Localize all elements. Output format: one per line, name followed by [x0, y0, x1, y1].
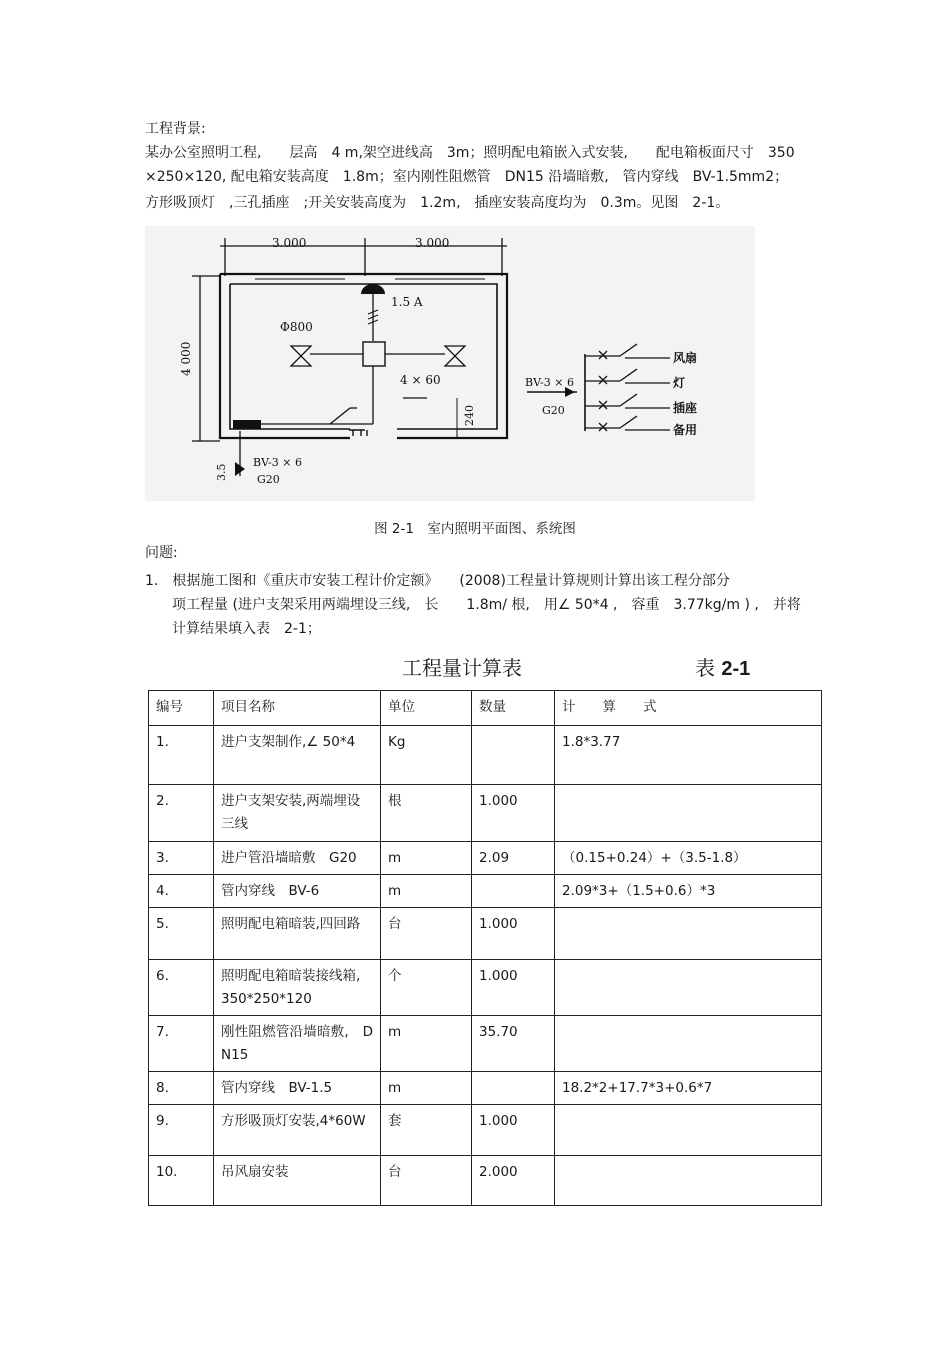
- table-row: [149, 1016, 822, 1072]
- row-unit: m: [381, 1072, 472, 1105]
- table-header-row: [149, 691, 822, 726]
- lamp-label: 1.5 A: [391, 295, 423, 309]
- header-no: 编号: [149, 691, 214, 726]
- row-name: 照明配电箱暗装,四回路: [214, 908, 381, 960]
- row-no: 5.: [149, 908, 214, 960]
- table-title: 工程量计算表: [402, 656, 522, 680]
- row-name: 进户支架安装,两端埋设三线: [214, 785, 381, 842]
- light-label: 4 × 60: [400, 373, 441, 387]
- row-no: 6.: [149, 960, 214, 1016]
- row-name: 进户支架制作,∠ 50*4: [214, 726, 381, 785]
- circuit-label-spare: 备用: [673, 423, 698, 437]
- header-unit: 单位: [381, 691, 472, 726]
- row-formula: [555, 1156, 822, 1206]
- table-row: [149, 875, 822, 908]
- row-name: 吊风扇安装: [214, 1156, 381, 1206]
- row-qty: 1.000: [472, 785, 555, 842]
- row-no: 2.: [149, 785, 214, 842]
- table-row: [149, 908, 822, 960]
- row-name: 照明配电箱暗装接线箱, 350*250*120: [214, 960, 381, 1016]
- table-number-prefix: 表: [695, 656, 715, 680]
- sys-cable-label: BV-3 × 6: [525, 376, 574, 389]
- row-unit: 套: [381, 1105, 472, 1156]
- row-no: 4.: [149, 875, 214, 908]
- circuit-label-light: 灯: [673, 376, 686, 390]
- row-no: 9.: [149, 1105, 214, 1156]
- row-formula: 1.8*3.77: [555, 726, 822, 785]
- row-name: 方形吸顶灯安装,4*60W: [214, 1105, 381, 1156]
- row-qty: 35.70: [472, 1016, 555, 1072]
- header-qty: 数量: [472, 691, 555, 726]
- row-formula: [555, 1105, 822, 1156]
- table-row: [149, 842, 822, 875]
- table-row: [149, 1105, 822, 1156]
- row-name: 管内穿线 BV-6: [214, 875, 381, 908]
- feeder-bottom-conduit: G20: [257, 473, 280, 486]
- table-row: [149, 1156, 822, 1206]
- figure-caption: 图 2-1 室内照明平面图、系统图: [374, 521, 576, 537]
- row-formula: [555, 960, 822, 1016]
- feeder-bottom-height: 3.5: [215, 463, 228, 481]
- row-unit: 台: [381, 1156, 472, 1206]
- row-no: 10.: [149, 1156, 214, 1206]
- lighting-plan-figure: [145, 226, 755, 501]
- row-unit: m: [381, 842, 472, 875]
- row-unit: 个: [381, 960, 472, 1016]
- row-no: 7.: [149, 1016, 214, 1072]
- dim-label-right: 3.000: [415, 236, 450, 250]
- row-name: 进户管沿墙暗敷 G20: [214, 842, 381, 875]
- row-unit: 台: [381, 908, 472, 960]
- quantity-table: [148, 690, 822, 1206]
- dim-label-height: 4 000: [179, 341, 193, 376]
- row-formula: （0.15+0.24）+（3.5-1.8）: [555, 842, 822, 875]
- row-qty: [472, 1072, 555, 1105]
- row-qty: 1.000: [472, 908, 555, 960]
- sys-conduit-label: G20: [542, 404, 565, 417]
- row-qty: 2.09: [472, 842, 555, 875]
- table-row: [149, 785, 822, 842]
- junction-box-icon: [363, 342, 385, 366]
- row-unit: Kg: [381, 726, 472, 785]
- row-unit: m: [381, 1016, 472, 1072]
- background-line-2: ×250×120, 配电箱安装高度 1.8m；室内刚性阻燃管 DN15 沿墙暗敷, 管内穿线 BV-1.5mm2；: [145, 169, 789, 185]
- row-formula: [555, 908, 822, 960]
- background-line-1: 某办公室照明工程, 层高 4 m,架空进线高 3m；照明配电箱嵌入式安装, 配电箱板面尺寸 350: [145, 145, 795, 161]
- row-qty: 2.000: [472, 1156, 555, 1206]
- question-title: 问题:: [145, 545, 178, 561]
- row-name: 刚性阻燃管沿墙暗敷, DN15: [214, 1016, 381, 1072]
- row-qty: 1.000: [472, 1105, 555, 1156]
- header-name: 项目名称: [214, 691, 381, 726]
- background-line-3: 方形吸顶灯 ,三孔插座 ;开关安装高度为 1.2m, 插座安装高度均为 0.3m。见图 2-1。: [145, 195, 730, 211]
- fan-label: Φ800: [280, 320, 313, 334]
- question-item-1-line-1: 1. 根据施工图和《重庆市安装工程计价定额》 (2008)工程量计算规则计算出该工程分部分: [145, 573, 730, 589]
- row-qty: 1.000: [472, 960, 555, 1016]
- distribution-box-icon: [233, 420, 261, 429]
- row-formula: [555, 1016, 822, 1072]
- row-unit: m: [381, 875, 472, 908]
- question-item-1-line-3: 计算结果填入表 2-1；: [172, 621, 321, 637]
- table-row: [149, 726, 822, 785]
- feeder-bottom-cable: BV-3 × 6: [253, 456, 302, 469]
- circuit-label-fan: 风扇: [673, 351, 698, 365]
- table-row: [149, 1072, 822, 1105]
- dim-240-label: 240: [463, 405, 476, 426]
- row-no: 1.: [149, 726, 214, 785]
- row-no: 3.: [149, 842, 214, 875]
- dim-label-left: 3.000: [272, 236, 307, 250]
- header-formula: 计 算 式: [555, 691, 822, 726]
- row-name: 管内穿线 BV-1.5: [214, 1072, 381, 1105]
- row-formula: 18.2*2+17.7*3+0.6*7: [555, 1072, 822, 1105]
- background-title: 工程背景:: [145, 121, 206, 137]
- row-formula: [555, 785, 822, 842]
- question-item-1-line-2: 项工程量 (进户支架采用两端埋设三线, 长 1.8m/ 根, 用∠ 50*4 , 容重 3.77kg/m ) , 并将: [172, 597, 801, 613]
- row-no: 8.: [149, 1072, 214, 1105]
- table-number: [695, 655, 750, 682]
- table-row: [149, 960, 822, 1016]
- row-unit: 根: [381, 785, 472, 842]
- row-formula: 2.09*3+（1.5+0.6）*3: [555, 875, 822, 908]
- circuit-label-socket: 插座: [673, 401, 698, 415]
- row-qty: [472, 726, 555, 785]
- row-qty: [472, 875, 555, 908]
- table-number-value: 2-1: [721, 658, 751, 680]
